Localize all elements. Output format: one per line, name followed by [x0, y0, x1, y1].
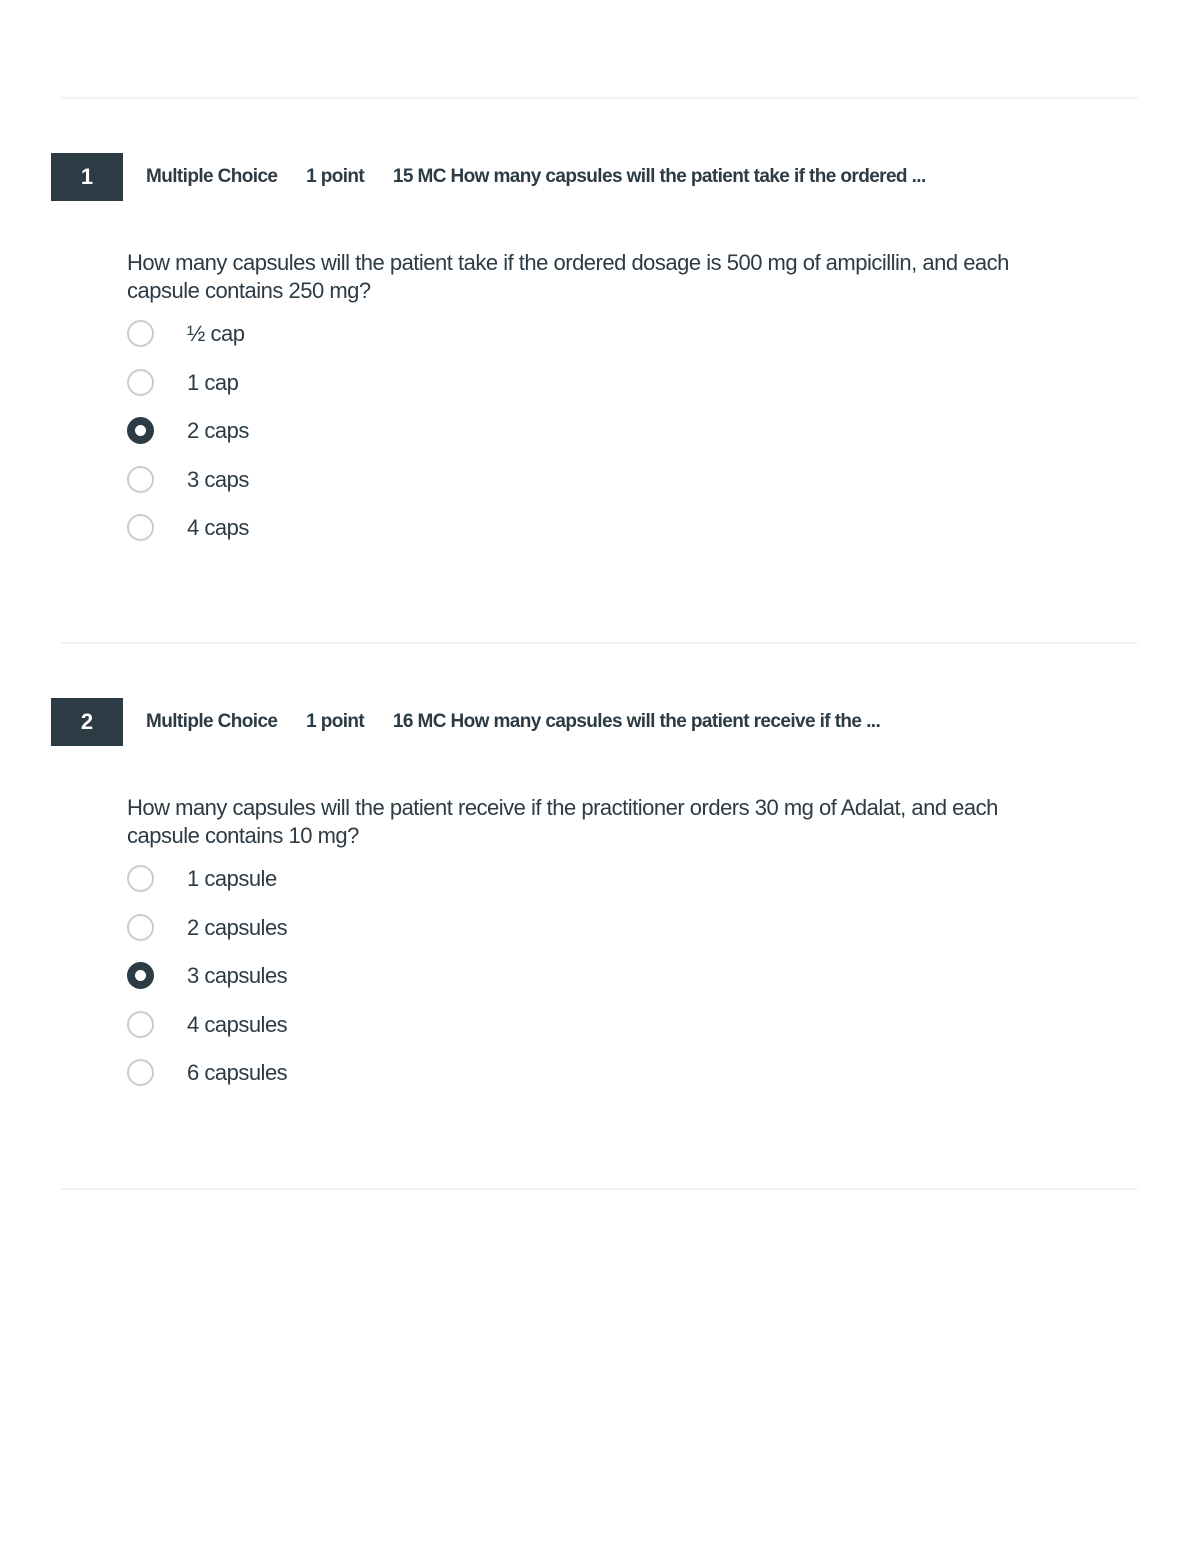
- radio-button-selected[interactable]: [127, 417, 154, 444]
- bottom-divider: [61, 1188, 1138, 1190]
- answer-option[interactable]: [127, 369, 727, 418]
- option-label[interactable]: 1 capsule: [187, 866, 277, 891]
- option-label[interactable]: 3 capsules: [187, 963, 288, 989]
- question-prompt: How many capsules will the patient take if the ordered dosage is 500 mg of ampicillin, and each capsule contains 250 mg?: [127, 250, 1009, 303]
- option-label[interactable]: 4 caps: [187, 515, 249, 541]
- option-label[interactable]: 2 capsules: [187, 914, 288, 940]
- question-points: 1 point: [306, 711, 365, 732]
- option-label[interactable]: ½ cap: [187, 321, 245, 346]
- answer-option[interactable]: [127, 865, 727, 914]
- question-1: [0, 153, 1200, 541]
- option-label[interactable]: 6 capsules: [187, 1060, 288, 1086]
- answer-option[interactable]: [127, 514, 727, 563]
- answer-option[interactable]: [127, 1059, 727, 1108]
- radio-button[interactable]: [127, 1011, 154, 1038]
- answer-option[interactable]: [127, 417, 727, 466]
- radio-button[interactable]: [127, 865, 154, 892]
- top-divider: [61, 97, 1138, 99]
- option-label[interactable]: 3 caps: [187, 466, 249, 492]
- radio-button[interactable]: [127, 466, 154, 493]
- question-points: 1 point: [306, 166, 365, 187]
- radio-button-selected[interactable]: [127, 962, 154, 989]
- answer-options: [127, 320, 727, 563]
- question-prompt: How many capsules will the patient receive if the practitioner orders 30 mg of Adalat, and each capsule contains 10 mg?: [127, 795, 998, 848]
- option-label[interactable]: 1 cap: [187, 369, 239, 395]
- radio-button[interactable]: [127, 514, 154, 541]
- question-number: 2: [51, 698, 123, 746]
- question-title: 16 MC How many capsules will the patient receive if the ...: [392, 711, 881, 732]
- radio-button[interactable]: [127, 320, 154, 347]
- question-meta: [146, 698, 880, 746]
- question-2: [0, 698, 1200, 1086]
- question-divider: [61, 642, 1138, 644]
- radio-button[interactable]: [127, 914, 154, 941]
- option-label[interactable]: 4 capsules: [187, 1011, 288, 1037]
- answer-option[interactable]: [127, 320, 727, 369]
- question-header: [0, 153, 1200, 201]
- question-header: [0, 698, 1200, 746]
- answer-options: [127, 865, 727, 1108]
- question-meta: [146, 153, 926, 201]
- question-type: Multiple Choice: [146, 166, 278, 187]
- radio-button[interactable]: [127, 369, 154, 396]
- answer-option[interactable]: [127, 466, 727, 515]
- question-title: 15 MC How many capsules will the patient take if the ordered ...: [392, 166, 926, 187]
- answer-option[interactable]: [127, 962, 727, 1011]
- question-type: Multiple Choice: [146, 711, 278, 732]
- option-label[interactable]: 2 caps: [187, 418, 249, 444]
- question-number: 1: [51, 153, 123, 201]
- answer-option[interactable]: [127, 1011, 727, 1060]
- answer-option[interactable]: [127, 914, 727, 963]
- radio-button[interactable]: [127, 1059, 154, 1086]
